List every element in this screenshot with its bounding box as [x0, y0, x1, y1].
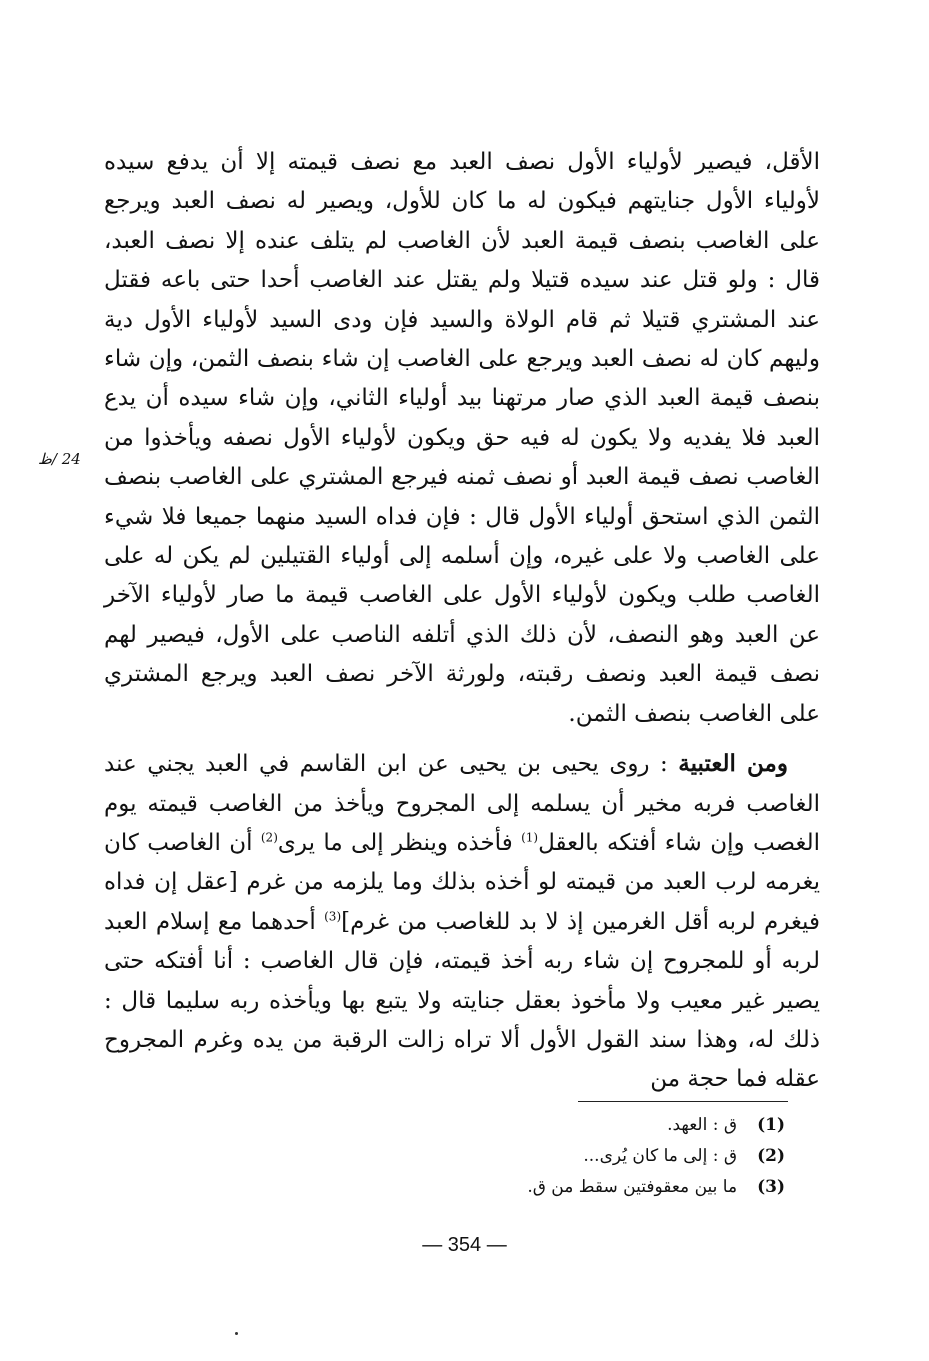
- scan-speck: [235, 1332, 238, 1335]
- footnote-ref-2: (2): [260, 830, 278, 845]
- paragraph-2: [104, 744, 820, 1100]
- footnote-2: [440, 1141, 785, 1172]
- paragraph-2-text-d: أحدهما مع إسلام العبد لربه أو للمجروح إن شاء ربه أخذ قيمته، فإن قال الغاصب : أنا أفتكه حتى يصير غير معيب ولا مأخوذ بعقل جنايته ولا يتبع بها ويأخذه ربه سليما قال : ذلك له، وهذا سند القول الأول ألا تراه زالت الرقبة من يده وغرم المجروح عقله فما حجة من: [104, 908, 820, 1093]
- footnote-ref-1: (1): [521, 830, 539, 845]
- paragraph-2-text-b: فأخذه وينظر إلى ما يرى: [277, 829, 522, 856]
- footnote-1: [440, 1110, 785, 1141]
- footnote-ref-3: (3): [324, 909, 342, 924]
- source-title: ومن العتبية: [678, 750, 788, 778]
- folio-margin-note: 24 /ظ: [38, 450, 81, 468]
- footnote-text: ق : إلى ما كان يُرى...: [583, 1146, 738, 1166]
- main-text-block: [104, 143, 820, 1100]
- footnote-text: ما بين معقوفتين سقط من ق.: [527, 1177, 738, 1197]
- footnote-3: [440, 1172, 785, 1203]
- paragraph-2-text-a: : روى يحيى بن يحيى عن ابن القاسم في العبد يجني عند الغاصب فربه مخير أن يسلمه إلى المجروح ويأخذ من الغاصب قيمته يوم الغصب وإن شاء أفتكه بالعقل: [104, 751, 820, 856]
- page-number: — 354 —: [422, 1234, 507, 1256]
- footnote-separator: [578, 1101, 788, 1102]
- paragraph-2-text-c: أن الغاصب كان يغرمه لرب العبد من قيمته لو أخذه بذلك وما يلزمه من غرم [عقل إن فداه فيغرم لربه أقل الغرمين إذ لا بد للغاصب من غرم]: [104, 829, 820, 935]
- footnote-number: (3): [757, 1177, 785, 1197]
- footnote-number: (1): [757, 1115, 785, 1135]
- paragraph-1: الأقل، فيصير لأولياء الأول نصف العبد مع نصف قيمته إلا أن يدفع سيده لأولياء الأول جنايتهم فيكون له ما كان للأول، ويصير له نصف العبد ويرجع على الغاصب بنصف قيمة العبد لأن الغاصب لم يتلف عنده إلا نصف العبد، قال : ولو قتل عند سيده قتيلا ولم يقتل عند الغاصب أحدا حتى باعه فقتل عند المشتري قتيلا ثم قام الولاة والسيد فإن ودى السيد لأولياء الأول دية وليهم كان له نصف العبد ويرجع على الغاصب إن شاء بنصف الثمن، وإن شاء بنصف قيمة العبد الذي صار مرتهنا بيد أولياء الثاني، وإن شاء سيده أن يدع العبد فلا يفديه ولا يكون له فيه حق ويكون لأولياء الأول نصفه ويأخذوا من الغاصب نصف قيمة العبد أو نصف ثمنه فيرجع المشتري على الغاصب بنصف الثمن الذي استحق أولياء الأول قال : فإن فداه السيد منهما جميعا فلا شيء على الغاصب ولا على غيره، وإن أسلمه إلى أولياء القتيلين لم يكن له على الغاصب طلب ويكون لأولياء الأول على الغاصب قيمة ما صار لأولياء الآخر عن العبد وهو النصف، لأن ذلك الذي أتلفه الناصب على الأول، فيصير لهم نصف قيمة العبد ونصف رقبته، ولورثة الآخر نصف العبد ويرجع المشتري على الغاصب بنصف الثمن.: [104, 149, 820, 727]
- footnotes: [440, 1110, 785, 1203]
- footnote-number: (2): [757, 1146, 785, 1166]
- footnote-text: ق : العهد.: [667, 1115, 738, 1135]
